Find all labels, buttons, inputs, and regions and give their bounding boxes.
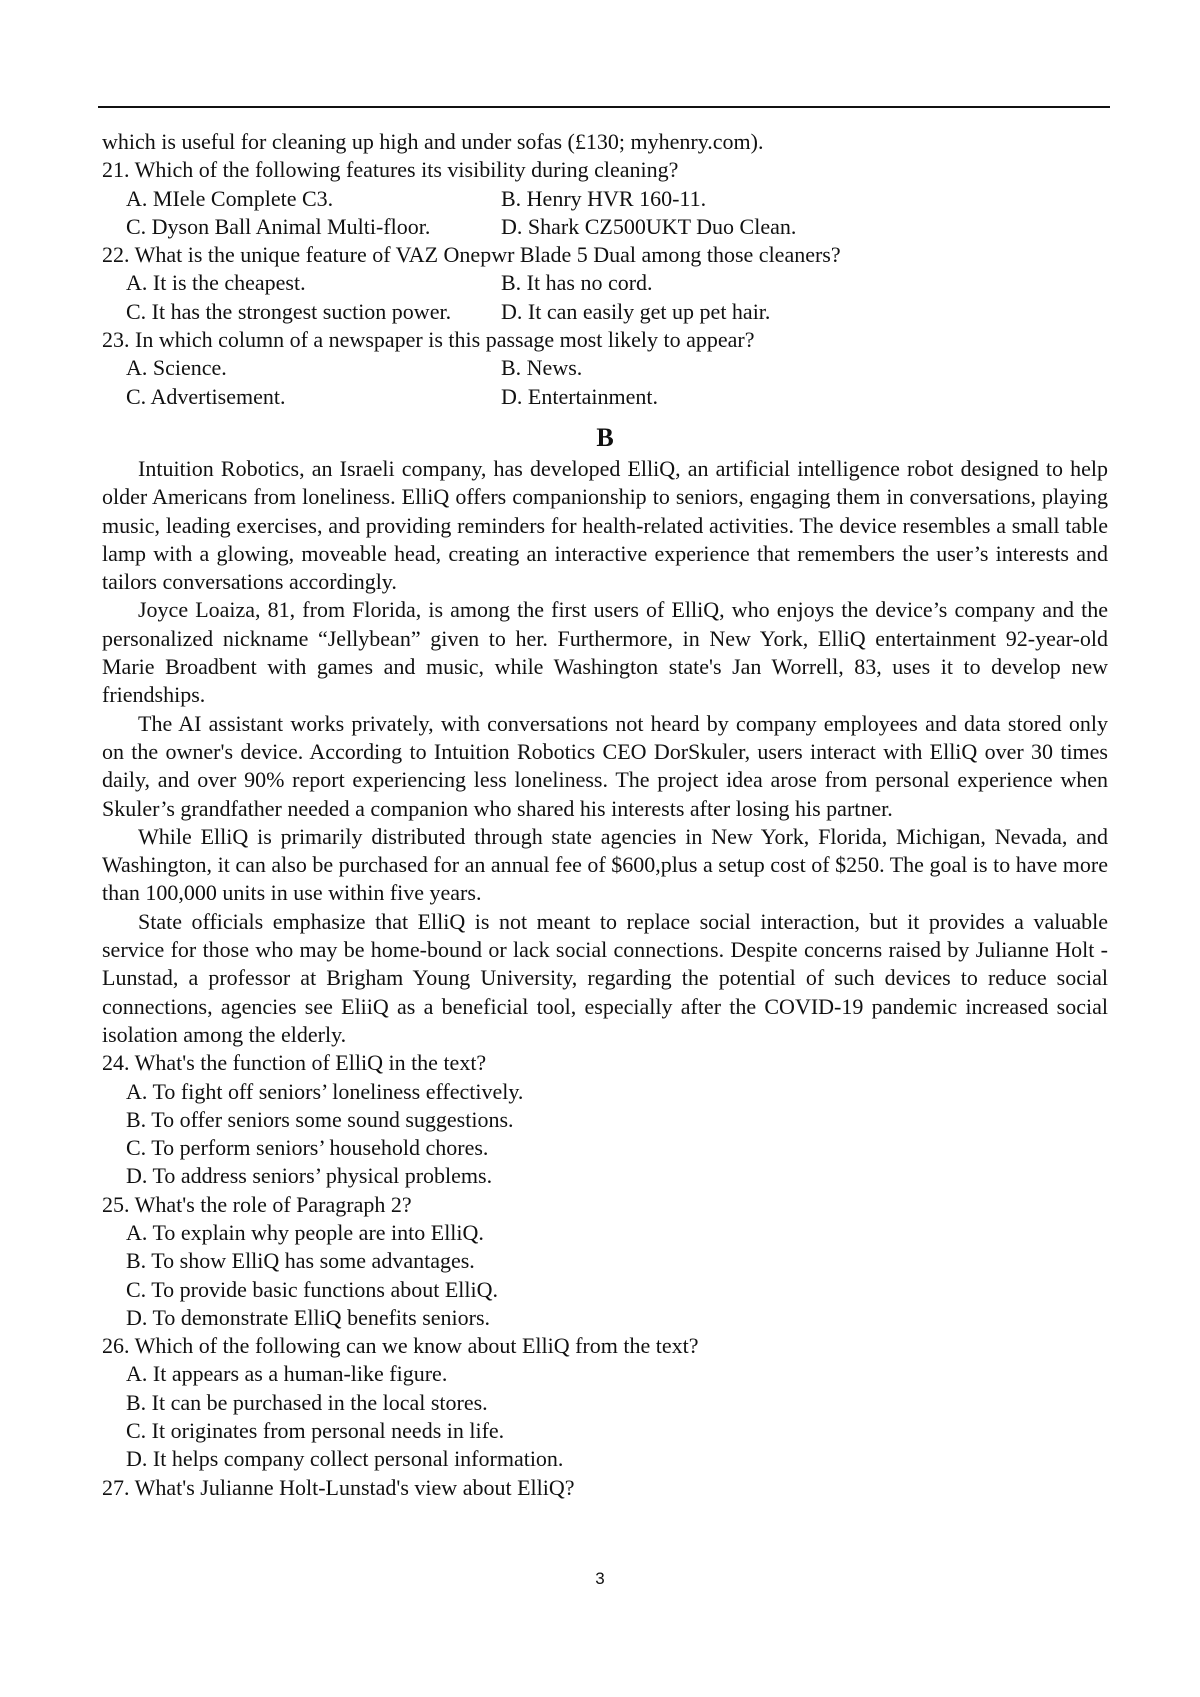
option-a: A. To explain why people are into ElliQ. xyxy=(126,1219,484,1245)
header-rule xyxy=(98,106,1110,108)
intro-line: which is useful for cleaning up high and under sofas (£130; myhenry.com). xyxy=(102,129,764,154)
question-25-stem: 25. What's the role of Paragraph 2? xyxy=(102,1191,412,1217)
question-23-stem: 23. In which column of a newspaper is this passage most likely to appear? xyxy=(102,327,755,353)
option-a: A. It is the cheapest. xyxy=(126,270,306,296)
page-number: 3 xyxy=(595,1569,605,1588)
option-d: D. Entertainment. xyxy=(501,383,659,409)
option-d: D. It helps company collect personal information. xyxy=(126,1446,564,1472)
option-b: B. Henry HVR 160-11. xyxy=(501,185,707,211)
option-c: C. Dyson Ball Animal Multi-floor. xyxy=(126,213,431,239)
option-b: B. To show ElliQ has some advantages. xyxy=(126,1248,475,1274)
question-22-options-row-1 xyxy=(102,269,1108,297)
question-22-options-row-2 xyxy=(102,298,1108,326)
question-27-stem: 27. What's Julianne Holt-Lunstad's view about ElliQ? xyxy=(102,1474,575,1500)
option-c: C. It has the strongest suction power. xyxy=(126,298,452,324)
question-23-options-row-2 xyxy=(102,383,1108,411)
option-a: A. MIele Complete C3. xyxy=(126,185,334,211)
option-d: D. It can easily get up pet hair. xyxy=(501,298,771,324)
question-24-stem: 24. What's the function of ElliQ in the text? xyxy=(102,1050,487,1076)
passage-paragraph-5: State officials emphasize that ElliQ is not meant to replace social interaction, but it provides a valuable service for those who may be home-bound or lack social connections. Despite concerns raised by Julianne Holt - Lunstad, a professor at Brigham Young University, regarding the potential of such devices to reduce social connections, agencies see EliiQ as a beneficial tool, especially after the COVID-19 pandemic increased social isolation among the elderly. xyxy=(102,908,1108,1047)
option-c: C. Advertisement. xyxy=(126,383,286,409)
section-title: B xyxy=(596,422,614,452)
option-c: C. To perform seniors’ household chores. xyxy=(126,1135,489,1161)
question-26-stem: 26. Which of the following can we know about ElliQ from the text? xyxy=(102,1333,699,1359)
passage-paragraph-4: While ElliQ is primarily distributed through state agencies in New York, Florida, Michigan, Nevada, and Washington, it can also be purchased for an annual fee of $600,plus a setup cost of $250. The goal is to have more than 100,000 units in use within five years. xyxy=(102,823,1108,906)
passage-paragraph-3: The AI assistant works privately, with conversations not heard by company employees and data stored only on the owner's device. According to Intuition Robotics CEO DorSkuler, users interact with ElliQ over 30 times daily, and over 90% report experiencing less loneliness. The project idea arose from personal experience when Skuler’s grandfather needed a companion who shared his interests after losing his partner. xyxy=(102,710,1108,821)
option-d: D. Shark CZ500UKT Duo Clean. xyxy=(501,213,797,239)
question-23-options-row-1 xyxy=(102,354,1108,382)
page-content xyxy=(102,128,1108,1502)
option-d: D. To demonstrate ElliQ benefits seniors. xyxy=(126,1304,491,1330)
passage-paragraph-1: Intuition Robotics, an Israeli company, has developed ElliQ, an artificial intelligence robot designed to help older Americans from loneliness. ElliQ offers companionship to seniors, engaging them in conversations, playing music, leading exercises, and providing reminders for health-related activities. The device resembles a small table lamp with a glowing, moveable head, creating an interactive experience that remembers the user’s interests and tailors conversations accordingly. xyxy=(102,455,1108,595)
question-22-stem: 22. What is the unique feature of VAZ Onepwr Blade 5 Dual among those cleaners? xyxy=(102,242,841,268)
question-21-stem: 21. Which of the following features its visibility during cleaning? xyxy=(102,157,679,183)
option-b: B. To offer seniors some sound suggestions. xyxy=(126,1106,514,1132)
option-c: C. It originates from personal needs in life. xyxy=(126,1418,505,1444)
option-a: A. It appears as a human-like figure. xyxy=(126,1361,448,1387)
option-b: B. News. xyxy=(501,355,583,381)
passage-paragraph-2: Joyce Loaiza, 81, from Florida, is among the first users of ElliQ, who enjoys the device’s company and the personalized nickname “Jellybean” given to her. Furthermore, in New York, ElliQ entertainment 92-year-old Marie Broadbent with games and music, while Washington state's Jan Worrell, 83, uses it to develop new friendships. xyxy=(102,597,1108,708)
question-21-options-row-2 xyxy=(102,213,1108,241)
option-b: B. It has no cord. xyxy=(501,270,653,296)
option-a: A. Science. xyxy=(126,355,227,381)
question-21-options-row-1 xyxy=(102,185,1108,213)
option-a: A. To fight off seniors’ loneliness effectively. xyxy=(126,1078,524,1104)
option-c: C. To provide basic functions about ElliQ. xyxy=(126,1276,499,1302)
option-b: B. It can be purchased in the local stores. xyxy=(126,1389,488,1415)
option-d: D. To address seniors’ physical problems. xyxy=(126,1163,493,1189)
